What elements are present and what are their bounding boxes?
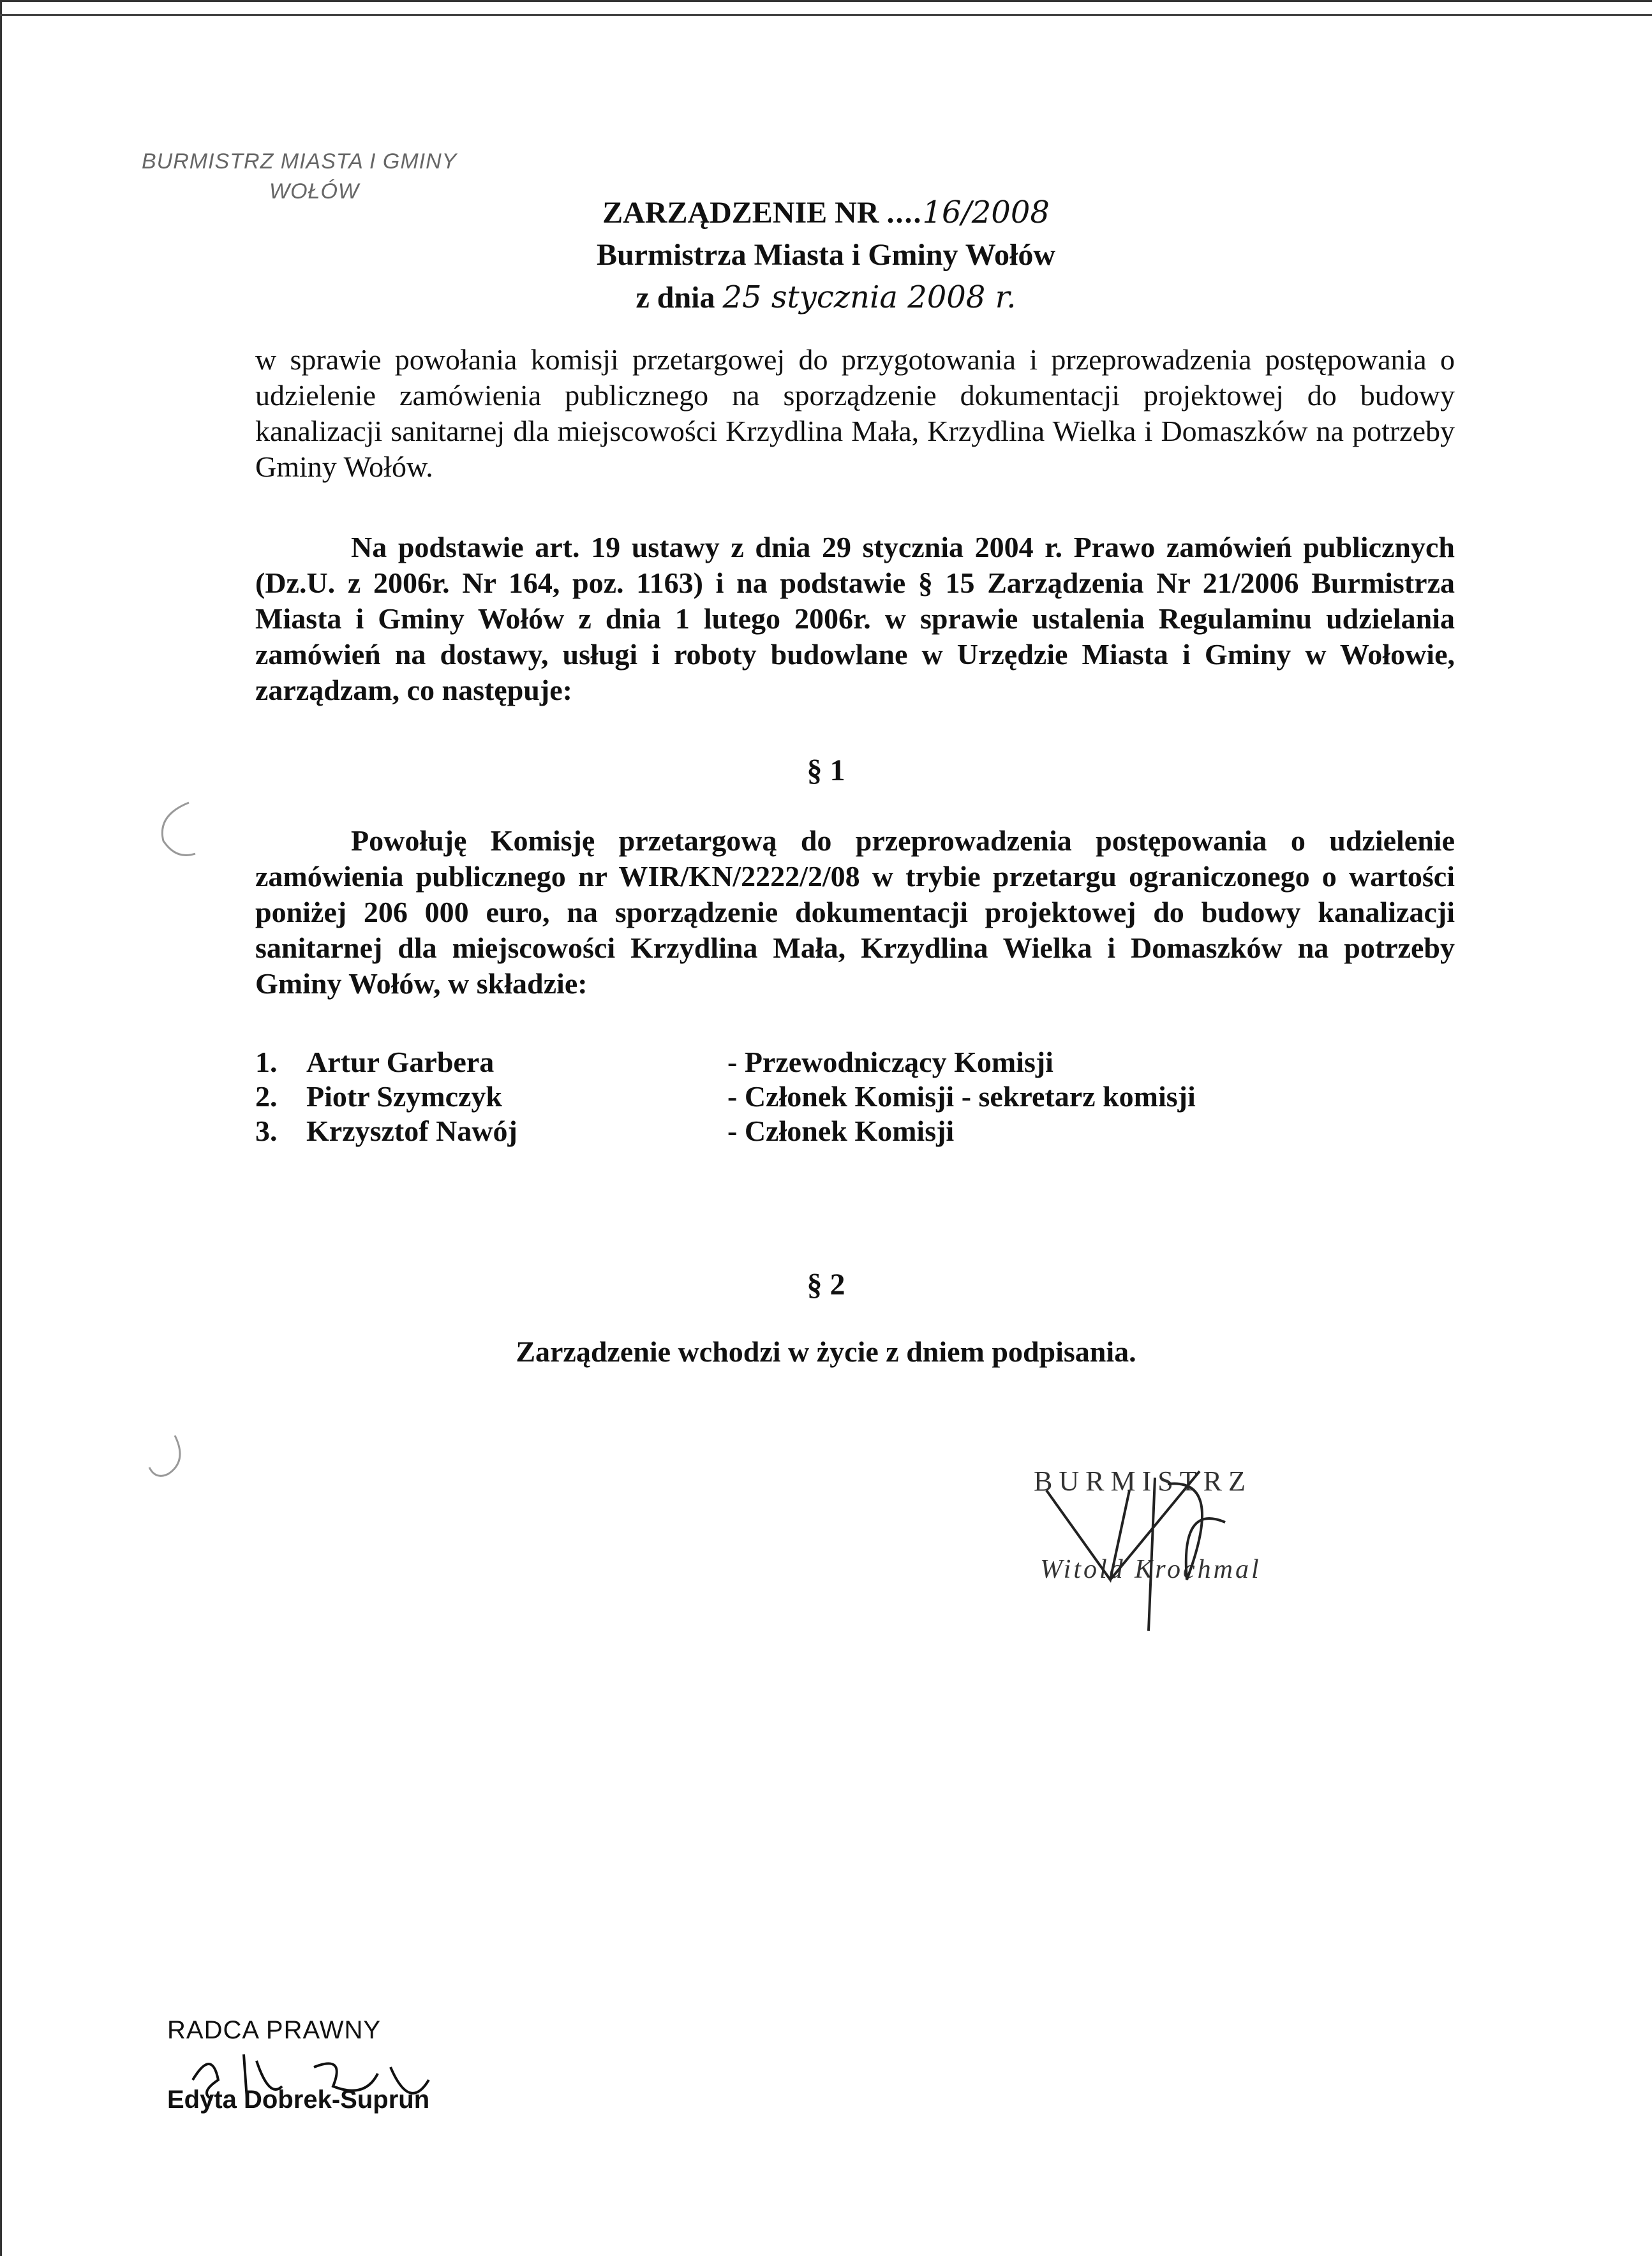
issuer-stamp-line2: WOŁÓW <box>269 179 359 204</box>
punch-hole-mark <box>151 796 214 866</box>
mayor-stamp-name: Witold Krochmal <box>1040 1555 1261 1584</box>
member-row <box>255 1045 1196 1080</box>
date-line <box>0 276 1652 319</box>
subject-paragraph: w sprawie powołania komisji przetargowej do przygotowania i przeprowadzenia postępowania o udzielenie zamówienia publicznego na sporządzenie dokumentacji projektowej do budowy kanalizacji sanitarnej dla miejscowości Krzydlina Mała, Krzydlina Wielka i Domaszków na potrzeby Gminy Wołów. <box>255 343 1455 483</box>
section-1-mark: § 1 <box>807 753 845 787</box>
mayor-stamp-title: BURMISTRZ <box>1034 1466 1252 1497</box>
commission-member-list <box>255 1045 1196 1148</box>
member-role: - Przewodniczący Komisji <box>727 1046 1053 1078</box>
document-title <box>0 191 1652 234</box>
member-name: Artur Garbera <box>306 1046 495 1078</box>
legal-stamp-title: RADCA PRAWNY <box>167 2016 382 2044</box>
legal-basis-paragraph: Na podstawie art. 19 ustawy z dnia 29 stycznia 2004 r. Prawo zamówień publicznych (Dz.U. z 2006r. Nr 164, poz. 1163) i na podstawie § 15 Zarządzenia Nr 21/2006 Burmistrza Miasta i Gminy Wołów z dnia 1 lutego 2006r. w sprawie ustalenia Regulaminu udzielania zamówień na dostawy, usługi i roboty budowlane w Urzędzie Miasta i Gminy w Wołowie, zarządzam, co następuje: <box>255 531 1455 706</box>
punch-hole-mark <box>143 1429 194 1487</box>
legal-handwritten-signature <box>186 2042 480 2118</box>
handwritten-date: 25 stycznia 2008 r. <box>722 279 1016 315</box>
handwritten-number: 16/2008 <box>922 195 1050 230</box>
member-name: Krzysztof Nawój <box>306 1115 517 1147</box>
title-prefix: ZARZĄDZENIE NR <box>602 196 879 230</box>
issuer-line: Burmistrza Miasta i Gminy Wołów <box>596 238 1056 272</box>
section-2-mark: § 2 <box>807 1268 845 1302</box>
mayor-signature-stamp <box>1034 1465 1429 1669</box>
legal-counsel-stamp <box>167 2016 429 2114</box>
issuer-stamp-line1: BURMISTRZ MIASTA I GMINY <box>142 149 458 174</box>
mayor-handwritten-signature <box>1034 1465 1429 1669</box>
section-1-text: Powołuję Komisję przetargową do przeprowadzenia postępowania o udzielenie zamówienia publicznego nr WIR/KN/2222/2/08 w trybie przetargu ograniczonego o wartości poniżej 206 000 euro, na sporządzenie dokumentacji projektowej do budowy kanalizacji sanitarnej dla miejscowości Krzydlina Mała, Krzydlina Wielka i Domaszków na potrzeby Gminy Wołów, w składzie: <box>255 824 1455 1000</box>
member-role: - Członek Komisji - sekretarz komisji <box>727 1080 1196 1113</box>
member-row <box>255 1114 1196 1148</box>
member-number: 3. <box>255 1115 278 1147</box>
date-prefix: z dnia <box>636 281 715 315</box>
number-dots: .... <box>886 196 923 230</box>
member-number: 2. <box>255 1080 278 1113</box>
member-name: Piotr Szymczyk <box>306 1080 503 1113</box>
member-role: - Członek Komisji <box>727 1115 955 1147</box>
member-row <box>255 1080 1196 1114</box>
section-2-text: Zarządzenie wchodzi w życie z dniem podpisania. <box>516 1335 1136 1368</box>
member-number: 1. <box>255 1046 278 1078</box>
document-header <box>0 191 1652 319</box>
legal-stamp-name: Edyta Dobrek-Suprun <box>167 2086 430 2114</box>
scan-top-line <box>0 14 1652 16</box>
